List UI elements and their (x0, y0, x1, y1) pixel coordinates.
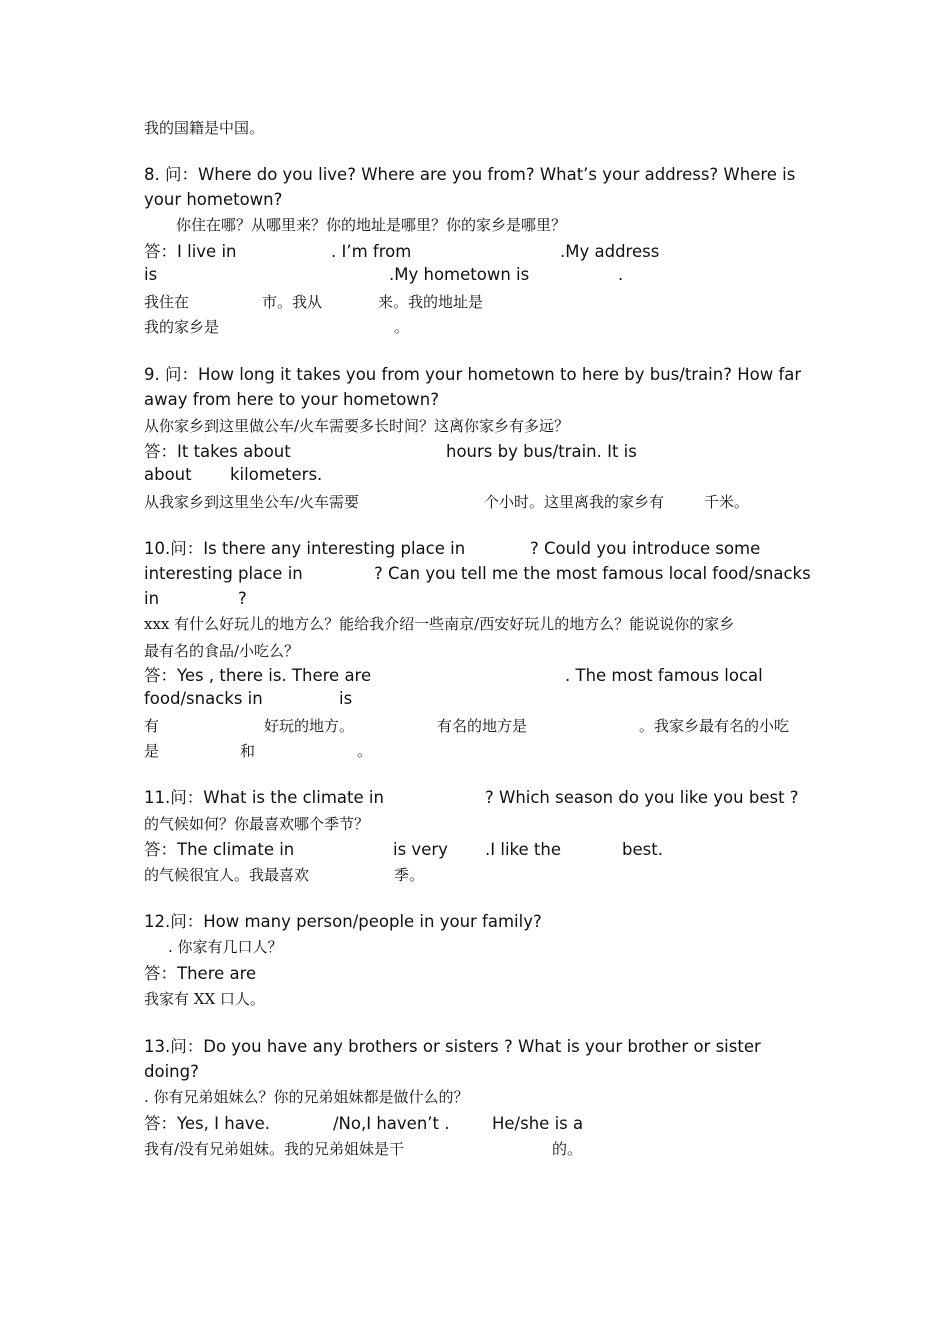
question-segment: 10.问：Is there any interesting place in (144, 539, 466, 558)
answer-segment: 的。 (552, 1140, 583, 1158)
answer-segment: 答：It takes about (144, 442, 291, 461)
answer-segment: 的气候很宜人。我最喜欢 (144, 866, 310, 884)
answer-segment: He/she is a (492, 1114, 584, 1133)
answer-segment: 个小时。这里离我的家乡有 (484, 493, 665, 511)
answer-segment: 我有/没有兄弟姐妹。我的兄弟姐妹是干 (144, 1140, 405, 1158)
q8-question-line-1: 8. 问：Where do you live? Where are you from? What’s your address? Where is (144, 165, 796, 184)
q12-question-line-1: 12.问：How many person/people in your family? (144, 912, 542, 931)
q10-question-cn-line-1: xxx 有什么好玩儿的地方么？能给我介绍一些南京/西安好玩儿的地方么？能说说你的家乡 (144, 615, 735, 633)
question-segment: interesting place in (144, 564, 303, 583)
answer-segment: 和 (240, 742, 256, 760)
answer-segment: .I like the (485, 840, 561, 859)
question-segment: ? Can you tell me the most famous local food/snacks (374, 564, 811, 583)
answer-segment: food/snacks in (144, 689, 263, 708)
answer-segment: is very (393, 840, 448, 859)
q9-question-cn: 从你家乡到这里做公车/火车需要多长时间？这离你家乡有多远？ (144, 417, 570, 435)
q8-question-line-2: your hometown? (144, 190, 283, 209)
answer-segment: . I’m from (331, 242, 412, 261)
q12-answer-line-1: 答：There are (144, 964, 257, 983)
answer-segment: 。 (357, 742, 373, 760)
answer-segment: 。 (394, 318, 410, 336)
answer-segment: is (144, 265, 158, 284)
answer-segment: . The most famous local (565, 666, 763, 685)
answer-segment: /No,I haven’t . (333, 1114, 450, 1133)
answer-segment: 来。我的地址是 (378, 293, 484, 311)
answer-segment: 答：Yes , there is. There are (144, 666, 372, 685)
answer-segment: 答：The climate in (144, 840, 295, 859)
answer-segment: 答：Yes, I have. (144, 1114, 270, 1133)
q11-question-cn: 的气候如何？你最喜欢哪个季节？ (144, 815, 370, 833)
q9-question-line-2: away from here to your hometown? (144, 390, 440, 409)
question-segment: ? Which season do you like you best ? (485, 788, 799, 807)
q13-question-line-2: doing? (144, 1062, 199, 1081)
q13-question-line-1: 13.问：Do you have any brothers or sisters ? What is your brother or sister (144, 1037, 761, 1056)
answer-segment: . (618, 265, 624, 284)
q12-question-cn: . 你家有几口人？ (168, 938, 283, 956)
answer-segment: 好玩的地方。 (264, 717, 355, 735)
question-segment: ? Could you introduce some (530, 539, 761, 558)
answer-segment: about (144, 465, 192, 484)
answer-segment: best. (622, 840, 663, 859)
answer-segment: 。我家乡最有名的小吃 (639, 717, 790, 735)
answer-segment: 千米。 (704, 493, 750, 511)
q10-question-cn-line-2: 最有名的食品/小吃么？ (144, 642, 300, 660)
answer-segment: 是 (144, 742, 160, 760)
answer-segment: 季。 (394, 866, 425, 884)
question-segment: 11.问：What is the climate in (144, 788, 384, 807)
answer-segment: hours by bus/train. It is (446, 442, 637, 461)
answer-segment: 我的家乡是 (144, 318, 220, 336)
answer-segment: 有名的地方是 (437, 717, 528, 735)
answer-segment: is (339, 689, 353, 708)
answer-segment: 市。我从 (262, 293, 323, 311)
question-segment: in (144, 589, 160, 608)
answer-segment: .My hometown is (389, 265, 530, 284)
question-segment: ? (238, 589, 247, 608)
q8-question-cn: 你住在哪？从哪里来？你的地址是哪里？你的家乡是哪里？ (176, 216, 567, 234)
q7-answer-cn: 我的国籍是中国。 (144, 119, 265, 137)
answer-segment: .My address (560, 242, 660, 261)
q12-answer-cn: 我家有 XX 口人。 (144, 990, 265, 1008)
answer-segment: 从我家乡到这里坐公车/火车需要 (144, 493, 360, 511)
answer-segment: kilometers. (230, 465, 323, 484)
answer-segment: 有 (144, 717, 160, 735)
answer-segment: 我住在 (144, 293, 190, 311)
answer-segment: 答：I live in (144, 242, 237, 261)
q13-question-cn: . 你有兄弟姐妹么？你的兄弟姐妹都是做什么的？ (144, 1088, 469, 1106)
q9-question-line-1: 9. 问：How long it takes you from your hometown to here by bus/train? How far (144, 365, 802, 384)
